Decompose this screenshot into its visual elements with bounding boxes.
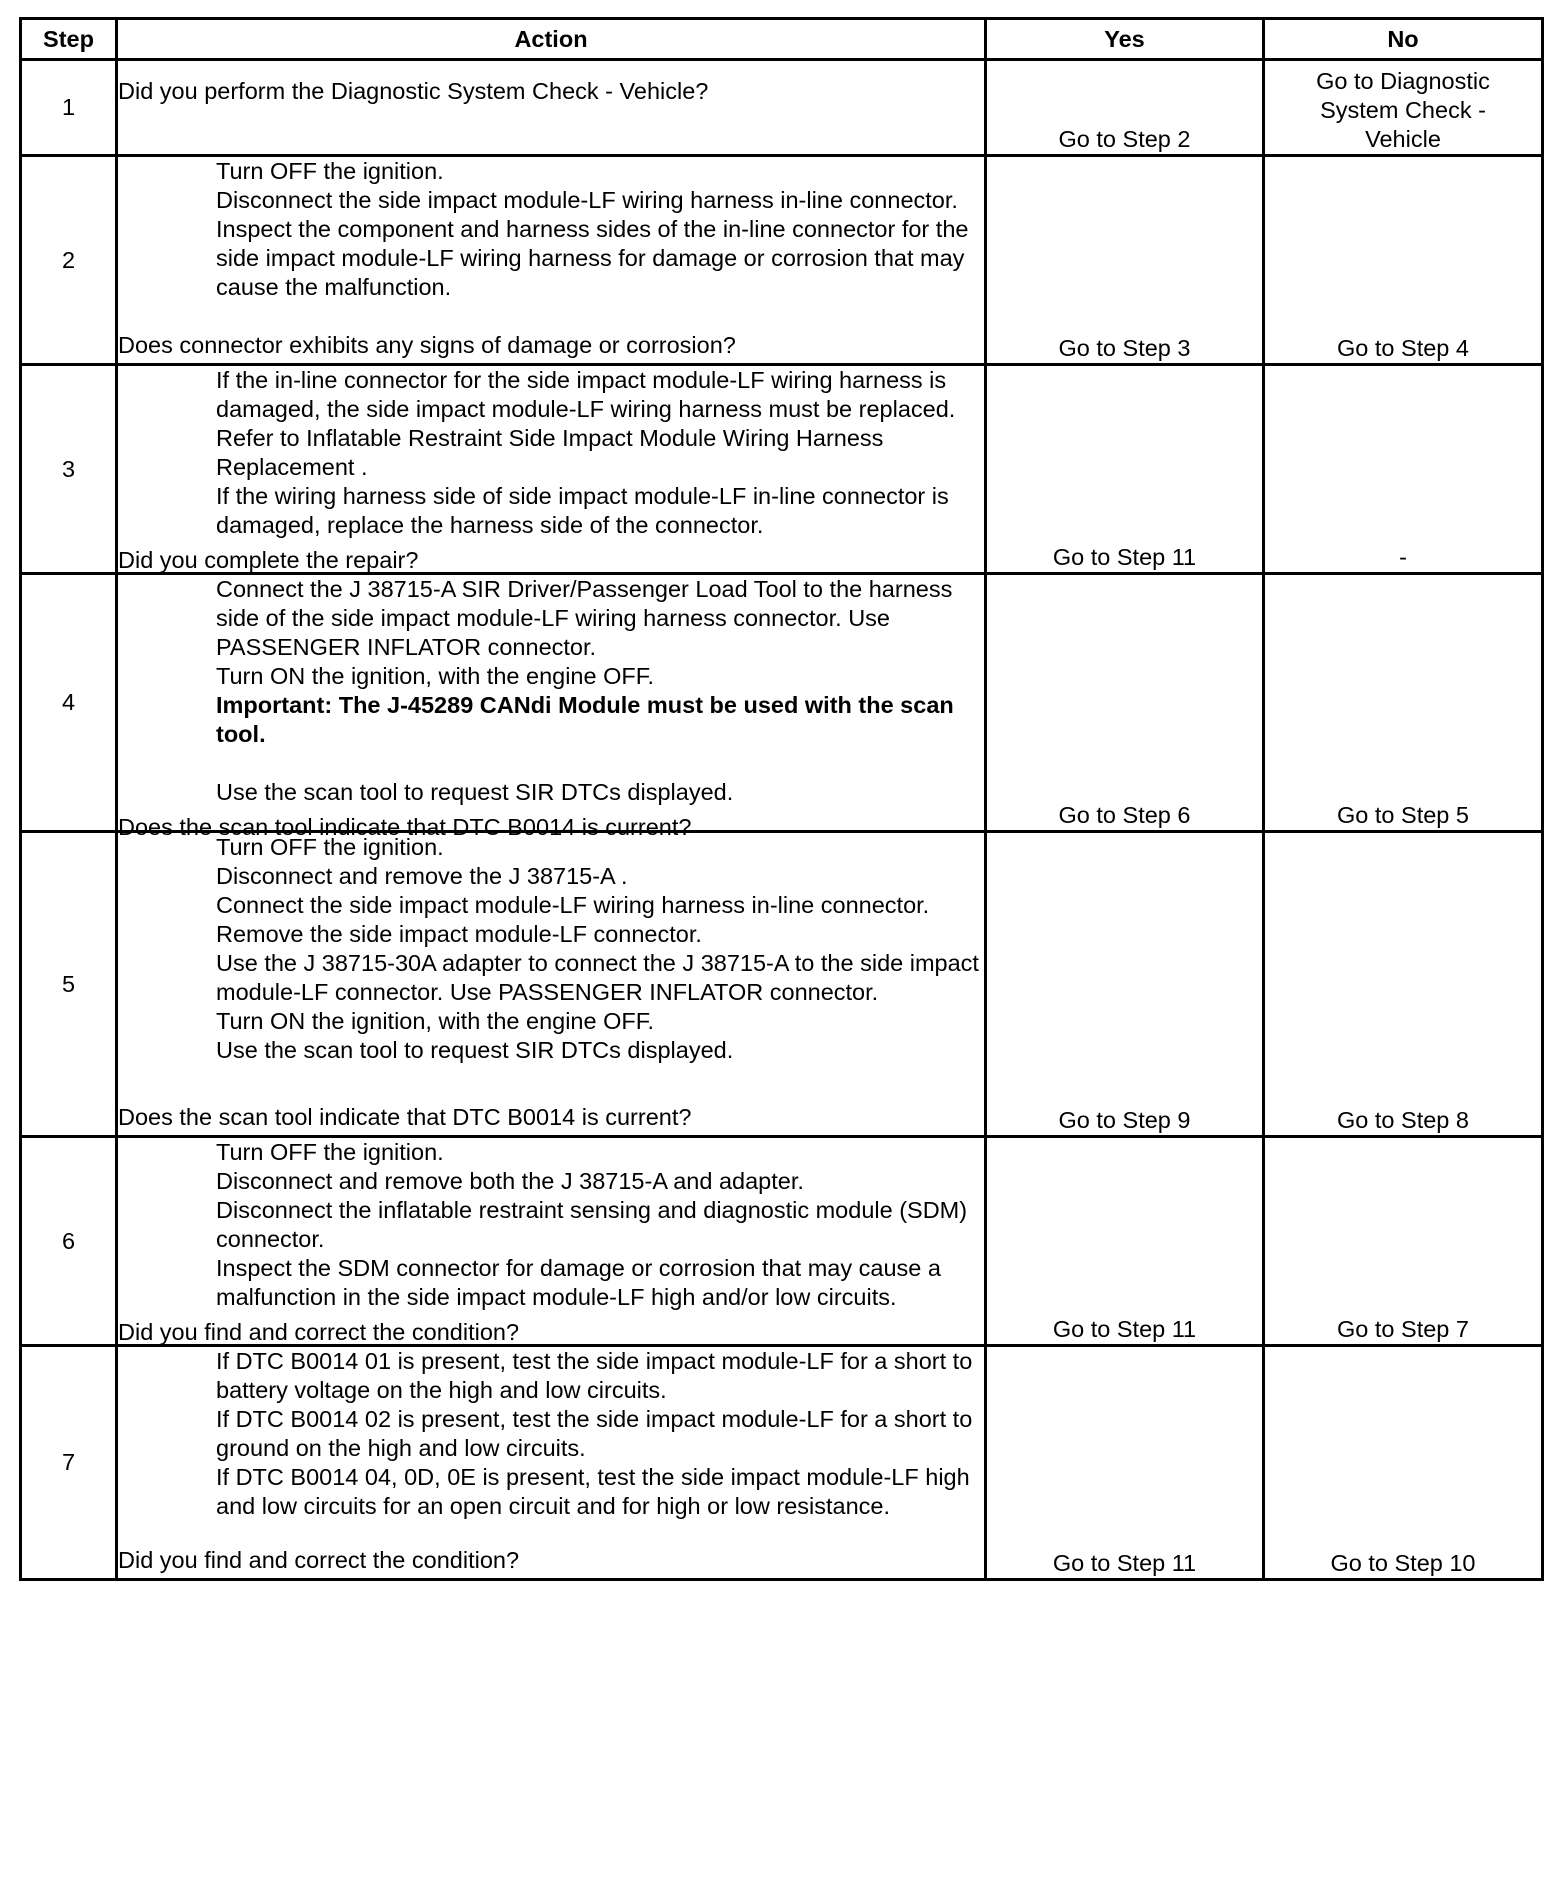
instruction-line: Use the J 38715-30A adapter to connect the J 38715-A to the side impact module-LF connector. Use PASSENGER INFLATOR connector.: [216, 950, 979, 1005]
action-content: [118, 575, 984, 840]
action-cell: [117, 1346, 986, 1580]
action-content: [118, 833, 984, 1132]
instruction-line: If DTC B0014 01 is present, test the side impact module-LF for a short to battery voltage on the high and low circuits.: [216, 1348, 973, 1403]
step-number: 7: [21, 1346, 117, 1580]
header-yes: Yes: [986, 19, 1264, 60]
step-number: 2: [21, 156, 117, 365]
instruction-line: Use the scan tool to request SIR DTCs displayed.: [216, 779, 734, 805]
table-row: [21, 156, 1543, 365]
instruction-line: Disconnect and remove both the J 38715-A and adapter.: [216, 1168, 804, 1194]
yes-result: Go to Step 3: [986, 156, 1264, 365]
action-cell: [117, 60, 986, 156]
step-number: 5: [21, 832, 117, 1137]
instruction-list: [118, 575, 984, 807]
table-row: [21, 574, 1543, 832]
header-step: Step: [21, 19, 117, 60]
yes-result: Go to Step 11: [986, 365, 1264, 574]
table-row: [21, 365, 1543, 574]
step-number: 6: [21, 1137, 117, 1346]
instruction-list: [118, 366, 984, 540]
no-result: Go to Step 10: [1264, 1346, 1543, 1580]
step-question: Did you perform the Diagnostic System Check - Vehicle?: [118, 78, 709, 104]
table-body: [21, 60, 1543, 1580]
action-content: [118, 1347, 984, 1575]
no-result: Go to Step 8: [1264, 832, 1543, 1137]
instruction-line: Disconnect the side impact module-LF wiring harness in-line connector.: [216, 187, 958, 213]
no-result: -: [1264, 365, 1543, 574]
instruction-line: Connect the side impact module-LF wiring harness in-line connector.: [216, 892, 930, 918]
action-cell: [117, 832, 986, 1137]
step-number: 4: [21, 574, 117, 832]
action-cell: [117, 1137, 986, 1346]
instruction-line: Turn OFF the ignition.: [216, 834, 444, 860]
no-result: Go to Step 4: [1264, 156, 1543, 365]
instruction-line: Turn OFF the ignition.: [216, 1139, 444, 1165]
important-note: Important: The J-45289 CANdi Module must be used with the scan tool.: [216, 692, 954, 747]
step-number: 1: [21, 60, 117, 156]
yes-result: Go to Step 11: [986, 1346, 1264, 1580]
action-cell: [117, 574, 986, 840]
table-row: [21, 60, 1543, 156]
instruction-line: If the wiring harness side of side impact module-LF in-line connector is damaged, replace the harness side of the connector.: [216, 483, 949, 538]
yes-result: Go to Step 9: [986, 832, 1264, 1137]
yes-result: Go to Step 11: [986, 1137, 1264, 1346]
step-question: Does the scan tool indicate that DTC B0014 is current?: [118, 814, 692, 840]
step-question: Does the scan tool indicate that DTC B0014 is current?: [118, 1104, 692, 1130]
instruction-line: Remove the side impact module-LF connector.: [216, 921, 702, 947]
instruction-line: Use the scan tool to request SIR DTCs displayed.: [216, 1037, 734, 1063]
action-content: [118, 1138, 984, 1345]
instruction-list: [118, 1347, 984, 1521]
instruction-line: If DTC B0014 02 is present, test the side impact module-LF for a short to ground on the high and low circuits.: [216, 1406, 973, 1461]
header-row: [21, 19, 1543, 60]
no-result: Go to Diagnostic System Check - Vehicle: [1264, 60, 1543, 156]
instruction-line: Disconnect and remove the J 38715-A .: [216, 863, 628, 889]
step-question: Did you complete the repair?: [118, 547, 419, 573]
no-result: Go to Step 5: [1264, 574, 1543, 832]
instruction-spacer: [216, 749, 984, 778]
instruction-line: Disconnect the inflatable restraint sensing and diagnostic module (SDM) connector.: [216, 1197, 968, 1252]
instruction-line: Inspect the SDM connector for damage or corrosion that may cause a malfunction in the side impact module-LF high and/or low circuits.: [216, 1255, 941, 1310]
step-question: Does connector exhibits any signs of damage or corrosion?: [118, 332, 736, 358]
no-result: Go to Step 7: [1264, 1137, 1543, 1346]
diagnostic-table: [19, 17, 1544, 1581]
header-no: No: [1264, 19, 1543, 60]
header-action: Action: [117, 19, 986, 60]
yes-result: Go to Step 6: [986, 574, 1264, 832]
instruction-line: If the in-line connector for the side impact module-LF wiring harness is damaged, the side impact module-LF wiring harness must be replaced. Refer to Inflatable Restraint Side Impact Module Wiring Harness Replacement .: [216, 367, 956, 480]
step-number: 3: [21, 365, 117, 574]
table-row: [21, 1346, 1543, 1580]
instruction-line: If DTC B0014 04, 0D, 0E is present, test the side impact module-LF high and low circuits for an open circuit and for high or low resistance.: [216, 1464, 970, 1519]
action-cell: [117, 156, 986, 365]
action-content: [118, 61, 984, 136]
step-question: Did you find and correct the condition?: [118, 1319, 520, 1345]
instruction-list: [118, 1138, 984, 1312]
instruction-list: [118, 833, 984, 1065]
instruction-line: Turn ON the ignition, with the engine OFF.: [216, 663, 655, 689]
table-row: [21, 1137, 1543, 1346]
yes-result: Go to Step 2: [986, 60, 1264, 156]
action-cell: [117, 365, 986, 574]
action-content: [118, 157, 984, 360]
instruction-line: Connect the J 38715-A SIR Driver/Passenger Load Tool to the harness side of the side impact module-LF wiring harness connector. Use PASSENGER INFLATOR connector.: [216, 576, 953, 660]
table-row: [21, 832, 1543, 1137]
step-question: Did you find and correct the condition?: [118, 1547, 520, 1573]
instruction-list: [118, 157, 984, 302]
instruction-line: Inspect the component and harness sides of the in-line connector for the side impact module-LF wiring harness for damage or corrosion that may cause the malfunction.: [216, 216, 969, 300]
instruction-line: Turn ON the ignition, with the engine OFF.: [216, 1008, 655, 1034]
action-content: [118, 366, 984, 573]
instruction-line: Turn OFF the ignition.: [216, 158, 444, 184]
